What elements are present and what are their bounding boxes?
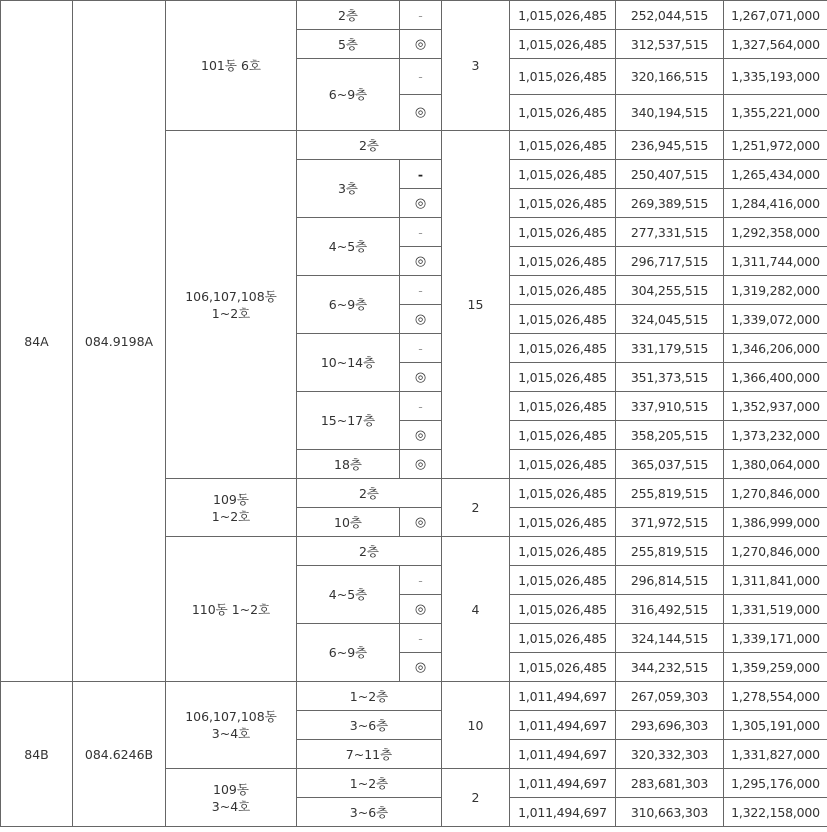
floor-cell: 6~9층	[297, 59, 400, 131]
building-group-cell	[166, 682, 297, 769]
total-price-cell: 1,366,400,000	[724, 363, 827, 392]
building-price-cell: 304,255,515	[616, 276, 724, 305]
total-price-cell: 1,311,744,000	[724, 247, 827, 276]
building-price-cell: 331,179,515	[616, 334, 724, 363]
building-price-cell: 255,819,515	[616, 537, 724, 566]
land-price-cell: 1,015,026,485	[510, 537, 616, 566]
land-price-cell: 1,015,026,485	[510, 624, 616, 653]
total-price-cell: 1,284,416,000	[724, 189, 827, 218]
floor-cell: 3층	[297, 160, 400, 218]
dash-mark: -	[400, 218, 442, 247]
building-price-cell: 277,331,515	[616, 218, 724, 247]
total-price-cell: 1,355,221,000	[724, 95, 827, 131]
building-group-cell: 101동 6호	[166, 1, 297, 131]
land-price-cell: 1,015,026,485	[510, 30, 616, 59]
dash-mark: -	[400, 392, 442, 421]
land-price-cell: 1,015,026,485	[510, 160, 616, 189]
building-group-cell: 110동 1~2호	[166, 537, 297, 682]
land-price-cell: 1,015,026,485	[510, 566, 616, 595]
building-price-cell: 344,232,515	[616, 653, 724, 682]
total-price-cell: 1,319,282,000	[724, 276, 827, 305]
floor-cell: 18층	[297, 450, 400, 479]
table-row	[1, 1, 827, 30]
unit-count-cell: 2	[442, 479, 510, 537]
floor-cell: 5층	[297, 30, 400, 59]
land-price-cell: 1,015,026,485	[510, 421, 616, 450]
land-price-cell: 1,015,026,485	[510, 1, 616, 30]
building-price-cell: 324,045,515	[616, 305, 724, 334]
circle-mark: ◎	[400, 508, 442, 537]
circle-mark: ◎	[400, 305, 442, 334]
floor-cell: 2층	[297, 479, 442, 508]
land-price-cell: 1,015,026,485	[510, 450, 616, 479]
building-price-cell: 316,492,515	[616, 595, 724, 624]
unit-count-cell: 3	[442, 1, 510, 131]
total-price-cell: 1,335,193,000	[724, 59, 827, 95]
building-price-cell: 250,407,515	[616, 160, 724, 189]
building-price-cell: 320,166,515	[616, 59, 724, 95]
total-price-cell: 1,311,841,000	[724, 566, 827, 595]
unit-count-cell: 15	[442, 131, 510, 479]
circle-mark: ◎	[400, 653, 442, 682]
total-price-cell: 1,267,071,000	[724, 1, 827, 30]
total-price-cell: 1,339,072,000	[724, 305, 827, 334]
dash-mark: -	[400, 1, 442, 30]
total-price-cell: 1,373,232,000	[724, 421, 827, 450]
dash-mark: -	[400, 624, 442, 653]
land-price-cell: 1,015,026,485	[510, 363, 616, 392]
building-price-cell: 320,332,303	[616, 740, 724, 769]
area-cell: 084.9198A	[73, 1, 166, 682]
building-price-cell: 267,059,303	[616, 682, 724, 711]
circle-mark: ◎	[400, 247, 442, 276]
building-group-line: 3~4호	[211, 726, 251, 741]
circle-mark: ◎	[400, 450, 442, 479]
building-price-cell: 340,194,515	[616, 95, 724, 131]
unit-count-cell: 2	[442, 769, 510, 827]
land-price-cell: 1,011,494,697	[510, 798, 616, 827]
building-price-cell: 296,814,515	[616, 566, 724, 595]
land-price-cell: 1,015,026,485	[510, 508, 616, 537]
circle-mark: ◎	[400, 363, 442, 392]
circle-mark: ◎	[400, 421, 442, 450]
total-price-cell: 1,305,191,000	[724, 711, 827, 740]
circle-mark: ◎	[400, 30, 442, 59]
land-price-cell: 1,015,026,485	[510, 595, 616, 624]
land-price-cell: 1,015,026,485	[510, 189, 616, 218]
total-price-cell: 1,339,171,000	[724, 624, 827, 653]
floor-cell: 6~9층	[297, 276, 400, 334]
land-price-cell: 1,015,026,485	[510, 95, 616, 131]
total-price-cell: 1,322,158,000	[724, 798, 827, 827]
total-price-cell: 1,359,259,000	[724, 653, 827, 682]
dash-mark: -	[400, 160, 442, 189]
dash-mark: -	[400, 276, 442, 305]
land-price-cell: 1,015,026,485	[510, 247, 616, 276]
total-price-cell: 1,278,554,000	[724, 682, 827, 711]
land-price-cell: 1,011,494,697	[510, 769, 616, 798]
total-price-cell: 1,331,827,000	[724, 740, 827, 769]
building-price-cell: 371,972,515	[616, 508, 724, 537]
floor-cell: 4~5층	[297, 566, 400, 624]
land-price-cell: 1,015,026,485	[510, 218, 616, 247]
building-price-cell: 236,945,515	[616, 131, 724, 160]
floor-cell: 3~6층	[297, 798, 442, 827]
area-cell: 084.6246B	[73, 682, 166, 827]
land-price-cell: 1,015,026,485	[510, 131, 616, 160]
building-group-line: 3~4호	[211, 798, 251, 814]
dash-mark: -	[400, 334, 442, 363]
floor-cell: 3~6층	[297, 711, 442, 740]
type-cell: 84B	[1, 682, 73, 827]
floor-cell: 10층	[297, 508, 400, 537]
unit-count-cell: 10	[442, 682, 510, 769]
building-group-line: 106,107,108동	[185, 709, 277, 724]
building-price-cell: 296,717,515	[616, 247, 724, 276]
building-price-cell: 293,696,303	[616, 711, 724, 740]
total-price-cell: 1,270,846,000	[724, 537, 827, 566]
dash-mark: -	[400, 566, 442, 595]
floor-cell: 6~9층	[297, 624, 400, 682]
circle-mark: ◎	[400, 189, 442, 218]
building-group-cell	[166, 479, 297, 537]
building-group-line: 109동	[213, 781, 249, 797]
land-price-cell: 1,015,026,485	[510, 653, 616, 682]
floor-cell: 7~11층	[297, 740, 442, 769]
total-price-cell: 1,352,937,000	[724, 392, 827, 421]
building-price-cell: 283,681,303	[616, 769, 724, 798]
land-price-cell: 1,015,026,485	[510, 479, 616, 508]
building-group-cell	[166, 131, 297, 479]
circle-mark: ◎	[400, 95, 442, 131]
table-row	[1, 682, 827, 711]
floor-cell: 1~2층	[297, 769, 442, 798]
land-price-cell: 1,015,026,485	[510, 59, 616, 95]
floor-cell: 2층	[297, 537, 442, 566]
building-group-line: 1~2호	[211, 305, 251, 321]
floor-cell: 2층	[297, 131, 442, 160]
total-price-cell: 1,386,999,000	[724, 508, 827, 537]
building-group-line: 109동	[213, 491, 249, 507]
floor-cell: 1~2층	[297, 682, 442, 711]
dash-mark: -	[400, 59, 442, 95]
building-price-cell: 255,819,515	[616, 479, 724, 508]
type-cell: 84A	[1, 1, 73, 682]
land-price-cell: 1,015,026,485	[510, 276, 616, 305]
circle-mark: ◎	[400, 595, 442, 624]
land-price-cell: 1,015,026,485	[510, 392, 616, 421]
floor-cell: 2층	[297, 1, 400, 30]
building-price-cell: 269,389,515	[616, 189, 724, 218]
building-price-cell: 312,537,515	[616, 30, 724, 59]
building-price-cell: 252,044,515	[616, 1, 724, 30]
building-group-line: 106,107,108동	[185, 288, 277, 304]
total-price-cell: 1,331,519,000	[724, 595, 827, 624]
land-price-cell: 1,015,026,485	[510, 334, 616, 363]
floor-cell: 4~5층	[297, 218, 400, 276]
building-price-cell: 310,663,303	[616, 798, 724, 827]
total-price-cell: 1,380,064,000	[724, 450, 827, 479]
building-price-cell: 324,144,515	[616, 624, 724, 653]
total-price-cell: 1,327,564,000	[724, 30, 827, 59]
total-price-cell: 1,265,434,000	[724, 160, 827, 189]
building-group-cell	[166, 769, 297, 827]
land-price-cell: 1,015,026,485	[510, 305, 616, 334]
land-price-cell: 1,011,494,697	[510, 711, 616, 740]
building-price-cell: 365,037,515	[616, 450, 724, 479]
total-price-cell: 1,346,206,000	[724, 334, 827, 363]
total-price-cell: 1,295,176,000	[724, 769, 827, 798]
building-price-cell: 337,910,515	[616, 392, 724, 421]
building-price-cell: 351,373,515	[616, 363, 724, 392]
floor-cell: 10~14층	[297, 334, 400, 392]
land-price-cell: 1,011,494,697	[510, 682, 616, 711]
land-price-cell: 1,011,494,697	[510, 740, 616, 769]
total-price-cell: 1,251,972,000	[724, 131, 827, 160]
building-group-line: 1~2호	[211, 508, 251, 524]
total-price-cell: 1,270,846,000	[724, 479, 827, 508]
floor-cell: 15~17층	[297, 392, 400, 450]
unit-count-cell: 4	[442, 537, 510, 682]
building-price-cell: 358,205,515	[616, 421, 724, 450]
total-price-cell: 1,292,358,000	[724, 218, 827, 247]
